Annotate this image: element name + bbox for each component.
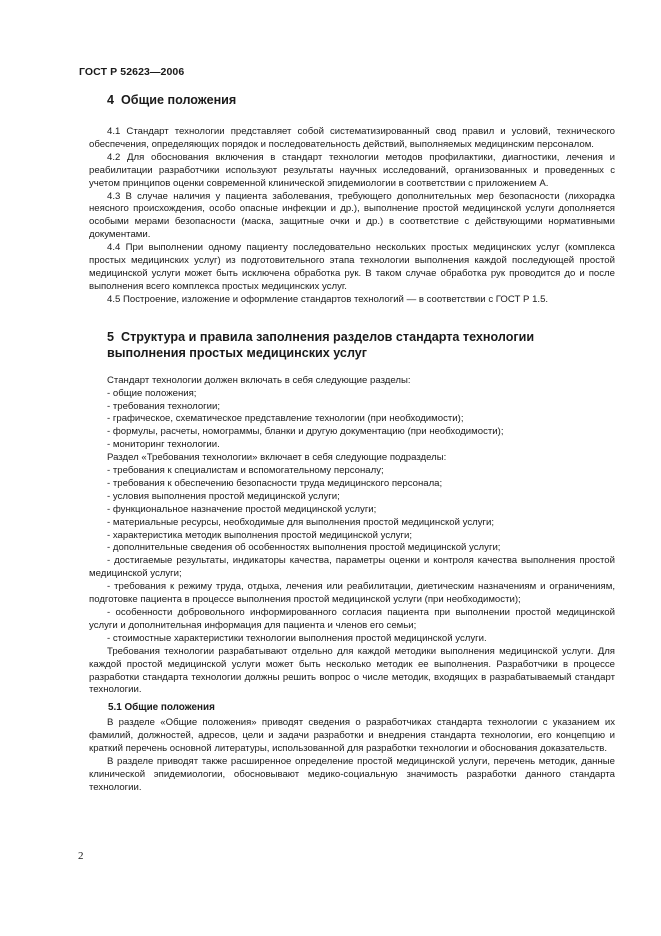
list-item: - дополнительные сведения об особенностях выполнения простой медицинской услуги; (107, 542, 501, 554)
list-item: - характеристика методик выполнения простой медицинской услуги; (107, 529, 413, 541)
list-item: - стоимостные характеристики технологии выполнения простой медицинской услуги. (107, 632, 487, 644)
section-5-title-line2: выполнения простых медицинских услуг (107, 345, 368, 360)
list-item: - общие положения; (107, 387, 197, 399)
page-number: 2 (78, 850, 84, 862)
section-4-title: Общие положения (121, 93, 237, 107)
list-item: - требования к специалистам и вспомогательному персоналу; (107, 465, 384, 477)
list-item: - требования технологии; (107, 400, 221, 412)
document-header: ГОСТ Р 52623—2006 (79, 66, 185, 78)
paragraph-5-1-a: В разделе «Общие положения» приводят сведения о разработчиках стандарта технологии с указанием их фамилий, должностей, адресов, цели и задачи разработки и внедрения стандарта технологии, его концепцию и краткий перечень основной литературы, использованной для разработки технологии и обоснования доказательств. (89, 717, 615, 755)
section-5-number: 5 (107, 329, 115, 344)
list-item: - функциональное назначение простой медицинской услуги; (107, 503, 377, 515)
list-item: - требования к режиму труда, отдыха, лечения или реабилитации, диетическим назначениям и ограничениям, подготовке пациента в процессе выполнения простой медицинской услуги (при необходимости); (89, 581, 615, 606)
list-item: - материальные ресурсы, необходимые для выполнения простой медицинской услуги; (107, 516, 495, 528)
section-5-intro: Стандарт технологии должен включать в себя следующие разделы: (107, 374, 411, 386)
section-4-heading (89, 92, 615, 108)
paragraph-5-1-b: В разделе приводят также расширенное определение простой медицинской услуги, перечень методик, данные клинической эпидемиологии, обосновывают медико-социальную значимость разработки данного стандарта технологии. (89, 756, 615, 793)
document-body (89, 90, 615, 795)
list-item: - формулы, расчеты, номограммы, бланки и другую документацию (при необходимости); (107, 426, 504, 438)
list-item: - графическое, схематическое представление технологии (при необходимости); (107, 413, 464, 425)
list-item: - особенности добровольного информированного согласия пациента при выполнении простой медицинской услуги и дополнительная информация для пациента и членов его семьи; (89, 607, 615, 631)
list-item: - требования к обеспечению безопасности труда медицинского персонала; (107, 477, 443, 489)
paragraph-4-2: 4.2 Для обоснования включения в стандарт технологии методов профилактики, диагностики, лечения и реабилитации разработчики используют результаты научных исследований, организованных и проведенных с учетом принципов оценки современной клинической эпидемиологии в соответствии с приложением А. (89, 151, 615, 189)
section-5-heading (89, 329, 615, 361)
section-5-closing: Требования технологии разрабатывают отдельно для каждой методики выполнения медицинской услуги. Для каждой простой медицинской услуги может быть несколько методик ее выполнения. Разработчики в процессе разработки стандарта технологии должны решить вопрос о числе методик, входящих в разрабатываемый стандарт технологии. (89, 645, 615, 696)
requirements-intro: Раздел «Требования технологии» включает в себя следующие подразделы: (107, 452, 447, 464)
paragraph-4-3: 4.3 В случае наличия у пациента заболевания, требующего дополнительных мер безопасности (лихорадка неясного происхождения, особо опасные инфекции и др.), выполнение простой медицинской услуги дополняется особыми мерами безопасности (маска, защитные очки и др.) в соответствие с действующими нормативными документами. (89, 190, 615, 241)
list-item: - условия выполнения простой медицинской услуги; (107, 490, 340, 502)
paragraph-4-5: 4.5 Построение, изложение и оформление стандартов технологий — в соответствии с ГОСТ Р 1.5. (107, 293, 549, 305)
paragraph-4-4: 4.4 При выполнении одному пациенту последовательно нескольких простых медицинских услуг (комплекса простых медицинских услуг) из подготовительного этапа технологии выполнения каждой последующей простой медицинской услуги может быть исключена обработка рук. В таком случае обработка рук проводится до и после выполнения всего комплекса простых медицинских услуг. (89, 242, 615, 292)
list-item: - мониторинг технологии. (107, 439, 220, 451)
list-item: - достигаемые результаты, индикаторы качества, параметры оценки и контроля качества выполнения простой медицинской услуги; (89, 555, 615, 580)
section-5-title-line1: Структура и правила заполнения разделов стандарта технологии (121, 329, 535, 344)
section-4-number: 4 (107, 93, 115, 107)
section-5-1-heading: 5.1 Общие положения (108, 702, 215, 714)
paragraph-4-1: 4.1 Стандарт технологии представляет собой систематизированный свод правил и условий, технического обеспечения, определяющих порядок и последовательность действий, выполняемых медицинским персоналом. (89, 126, 615, 150)
